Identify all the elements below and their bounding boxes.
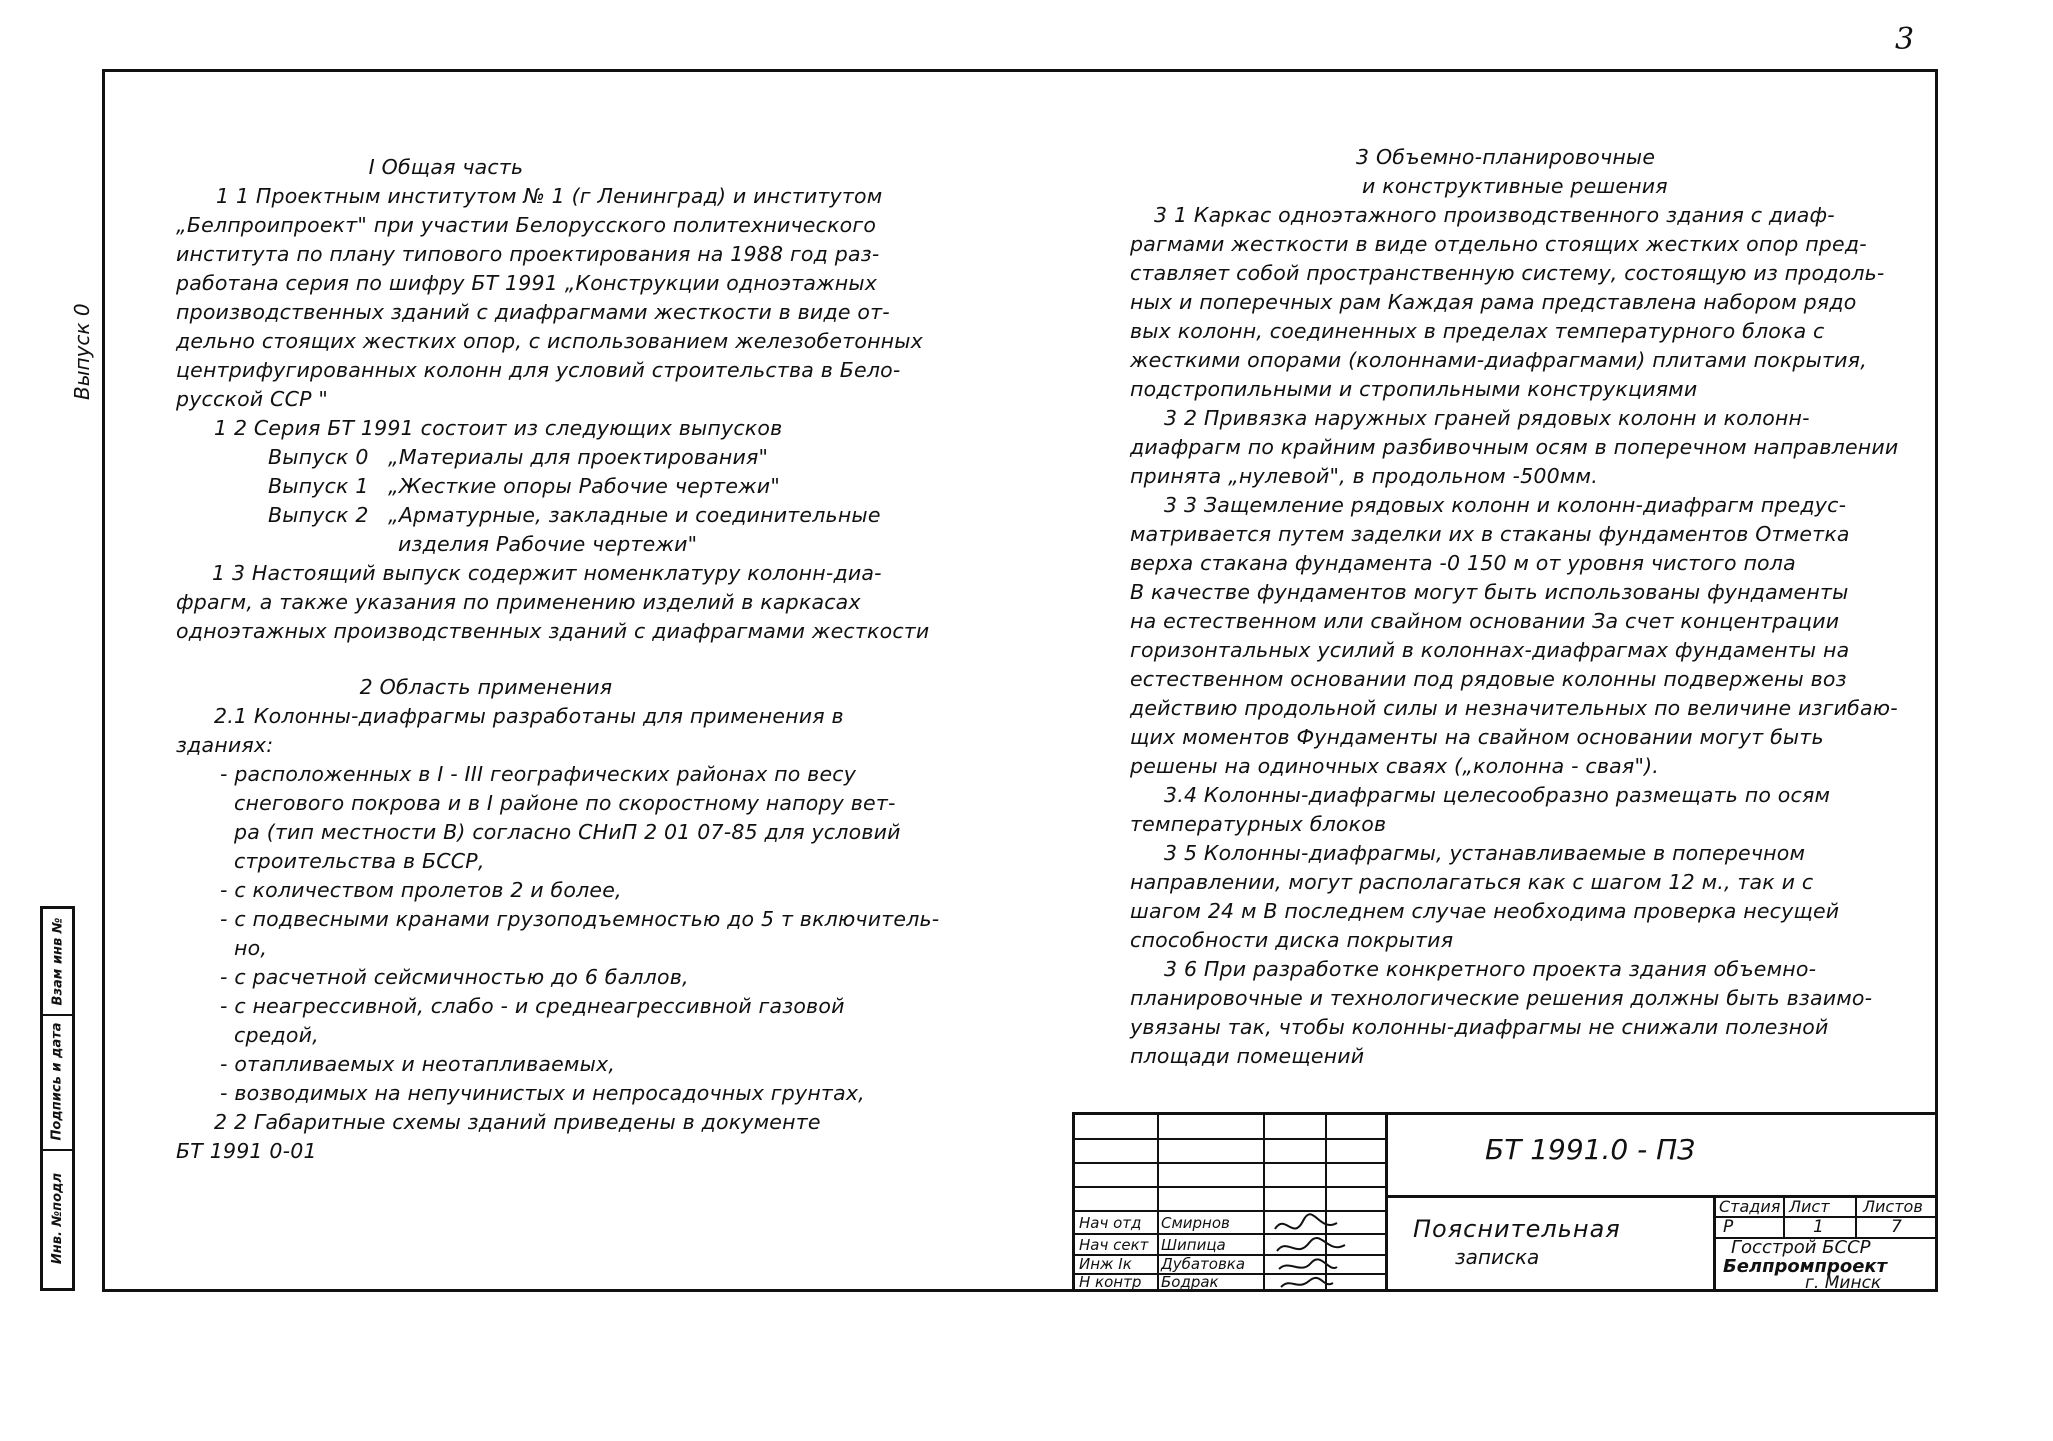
item-line-2: снегового покрова и в I районе по скоростному напору вет- (234, 791, 896, 815)
item-line-3: ра (тип местности В) согласно СНиП 2 01 07-85 для условий (234, 820, 901, 844)
signer-role-2: Инж Iк (1079, 1255, 1132, 1273)
p11-line-1: 1 1 Проектным институтом № 1 (г Ленинград) и институтом (216, 184, 883, 208)
p33-line-7: естественном основании под рядовые колонны подвержены воз (1130, 667, 1847, 691)
p35-line-1: 3 5 Колонны-диафрагмы, устанавливаемые в поперечном (1164, 841, 1806, 865)
p31-line-3: ставляет собой пространственную систему, состоящую из продоль- (1130, 261, 1885, 285)
section3-heading-2: и конструктивные решения (1362, 174, 1668, 198)
p35-line-4: способности диска покрытия (1130, 928, 1454, 952)
p11-line-2: „Белпроипроект" при участии Белорусского политехнического (176, 213, 877, 237)
p21-line-1: 2.1 Колонны-диафрагмы разработаны для применения в (214, 704, 844, 728)
p33-line-2: матривается путем заделки их в стаканы фундаментов Отметка (1130, 522, 1850, 546)
sheets-value: 7 (1891, 1217, 1902, 1237)
p12: 1 2 Серия БТ 1991 состоит из следующих выпусков (214, 416, 783, 440)
stage-label: Стадия (1719, 1197, 1781, 1216)
p11-line-7: центрифугированных колонн для условий строительства в Бело- (176, 358, 901, 382)
item-line-6: - с подвесными кранами грузоподъемностью до 5 т включитель- (220, 907, 940, 931)
org-line2: Белпромпроект (1723, 1256, 1888, 1277)
p13-line-1: 1 3 Настоящий выпуск содержит номенклатуру колонн-диа- (212, 561, 882, 585)
p36-line-4: площади помещений (1130, 1044, 1365, 1068)
sheet-label: Лист (1789, 1197, 1830, 1216)
item-line-12: - возводимых на непучинистых и непросадочных грунтах, (220, 1081, 865, 1105)
doc-code: БТ 1991.0 - ПЗ (1485, 1133, 1696, 1166)
section2-heading: 2 Область применения (359, 675, 613, 699)
p35-line-3: шагом 24 м В последнем случае необходима проверка несущей (1130, 899, 1840, 923)
release-label: Выпуск 0 (70, 303, 94, 400)
doc-title-line1: Пояснительная (1413, 1215, 1621, 1243)
p33-line-8: действию продольной силы и незначительных по величине изгибаю- (1130, 696, 1898, 720)
signer-name-1: Шипица (1161, 1236, 1226, 1254)
org-line1: Госстрой БССР (1731, 1237, 1871, 1258)
p31-line-5: вых колонн, соединенных в пределах температурного блока с (1130, 319, 1825, 343)
stage-value: Р (1723, 1217, 1734, 1237)
p33-line-9: щих моментов Фундаменты на свайном основании могут быть (1130, 725, 1824, 749)
p31-line-2: рагмами жесткости в виде отдельно стоящих жестких опор пред- (1130, 232, 1867, 256)
item-line-11: - отапливаемых и неотапливаемых, (220, 1052, 616, 1076)
p13-line-2: фрагм, а также указания по применению изделий в каркасах (176, 590, 861, 614)
section3-heading-1: 3 Объемно-планировочные (1356, 145, 1656, 169)
stamp-cell-inv: Инв. №подл (50, 1172, 66, 1265)
p31-line-6: жесткими опорами (колоннами-диафрагмами) плитами покрытия, (1130, 348, 1867, 372)
item-line-8: - с расчетной сейсмичностью до 6 баллов, (220, 965, 689, 989)
signer-name-2: Дубатовка (1161, 1255, 1246, 1273)
section1-heading: I Общая часть (368, 155, 524, 179)
signer-role-1: Нач сект (1079, 1236, 1149, 1254)
signer-role-0: Нач отд (1079, 1214, 1142, 1232)
right-column (1130, 143, 1930, 1071)
org-line3: г. Минск (1805, 1273, 1882, 1293)
p11-line-4: работана серия по шифру БТ 1991 „Конструкции одноэтажных (176, 271, 878, 295)
p22-line-1: 2 2 Габаритные схемы зданий приведены в документе (214, 1110, 821, 1134)
p36-line-2: планировочные и технологические решения должны быть взаимо- (1130, 986, 1873, 1010)
signer-role-3: Н контр (1079, 1273, 1142, 1291)
item-line-7: но, (234, 936, 268, 960)
p35-line-2: направлении, могут располагаться как с шагом 12 м., так и с (1130, 870, 1814, 894)
signatures-graphic (1267, 1211, 1383, 1293)
p36-line-1: 3 6 При разработке конкретного проекта здания объемно- (1164, 957, 1817, 981)
sheet-value: 1 (1813, 1217, 1824, 1237)
p34-line-2: температурных блоков (1130, 812, 1387, 836)
item-line-4: строительства в БССР, (234, 849, 485, 873)
p33-line-1: 3 3 Защемление рядовых колонн и колонн-диафрагм предус- (1164, 493, 1847, 517)
p34-line-1: 3.4 Колонны-диафрагмы целесообразно размещать по осям (1164, 783, 1831, 807)
p11-line-8: русской ССР " (176, 387, 328, 411)
p31-line-7: подстропильными и стропильными конструкциями (1130, 377, 1698, 401)
title-block (1072, 1112, 1938, 1292)
p33-line-3: верха стакана фундамента -0 150 м от уровня чистого пола (1130, 551, 1796, 575)
p33-line-6: горизонтальных усилий в колоннах-диафрагмах фундаменты на (1130, 638, 1850, 662)
p31-line-4: ных и поперечных рам Каждая рама представлена набором рядо (1130, 290, 1857, 314)
p21-line-2: зданиях: (176, 733, 274, 757)
item-line-1: - расположенных в I - III географических районах по весу (220, 762, 857, 786)
p36-line-3: увязаны так, чтобы колонны-диафрагмы не снижали полезной (1130, 1015, 1829, 1039)
issue-row-2: Выпуск 2 „Арматурные, закладные и соединительные (268, 503, 881, 527)
issue-row-2-cont: изделия Рабочие чертежи" (398, 532, 698, 556)
p31-line-1: 3 1 Каркас одноэтажного производственного здания с диаф- (1154, 203, 1835, 227)
p32-line-3: принята „нулевой", в продольном -500мм. (1130, 464, 1598, 488)
stamp-cell-sign: Подпись и дата (43, 1014, 72, 1151)
issue-row-1: Выпуск 1 „Жесткие опоры Рабочие чертежи" (268, 474, 780, 498)
page-number: 3 (1895, 22, 1915, 57)
p22-line-2: БТ 1991 0-01 (176, 1139, 317, 1163)
stamp-cell-replace: Взам инв № (43, 909, 72, 1016)
p11-line-3: института по плану типового проектирования на 1988 год раз- (176, 242, 880, 266)
item-line-5: - с количеством пролетов 2 и более, (220, 878, 622, 902)
p32-line-2: диафрагм по крайним разбивочным осям в поперечном направлении (1130, 435, 1899, 459)
item-line-10: средой, (234, 1023, 319, 1047)
p33-line-10: решены на одиночных сваях („колонна - свая"). (1130, 754, 1659, 778)
p32-line-1: 3 2 Привязка наружных граней рядовых колонн и колонн- (1164, 406, 1810, 430)
p33-line-4: В качестве фундаментов могут быть использованы фундаменты (1130, 580, 1849, 604)
p13-line-3: одноэтажных производственных зданий с диафрагмами жесткости (176, 619, 930, 643)
signer-name-3: Бодрак (1161, 1273, 1219, 1291)
p11-line-6: дельно стоящих жестких опор, с использованием железобетонных (176, 329, 923, 353)
side-stamp (40, 906, 75, 1291)
doc-title-line2: записка (1455, 1245, 1540, 1269)
p11-line-5: производственных зданий с диафрагмами жесткости в виде от- (176, 300, 890, 324)
signer-name-0: Смирнов (1161, 1214, 1230, 1232)
left-column (176, 153, 940, 1166)
issue-row-0: Выпуск 0 „Материалы для проектирования" (268, 445, 769, 469)
p33-line-5: на естественном или свайном основании За счет концентрации (1130, 609, 1840, 633)
item-line-9: - с неагрессивной, слабо - и среднеагрессивной газовой (220, 994, 845, 1018)
sheets-label: Листов (1863, 1197, 1923, 1216)
